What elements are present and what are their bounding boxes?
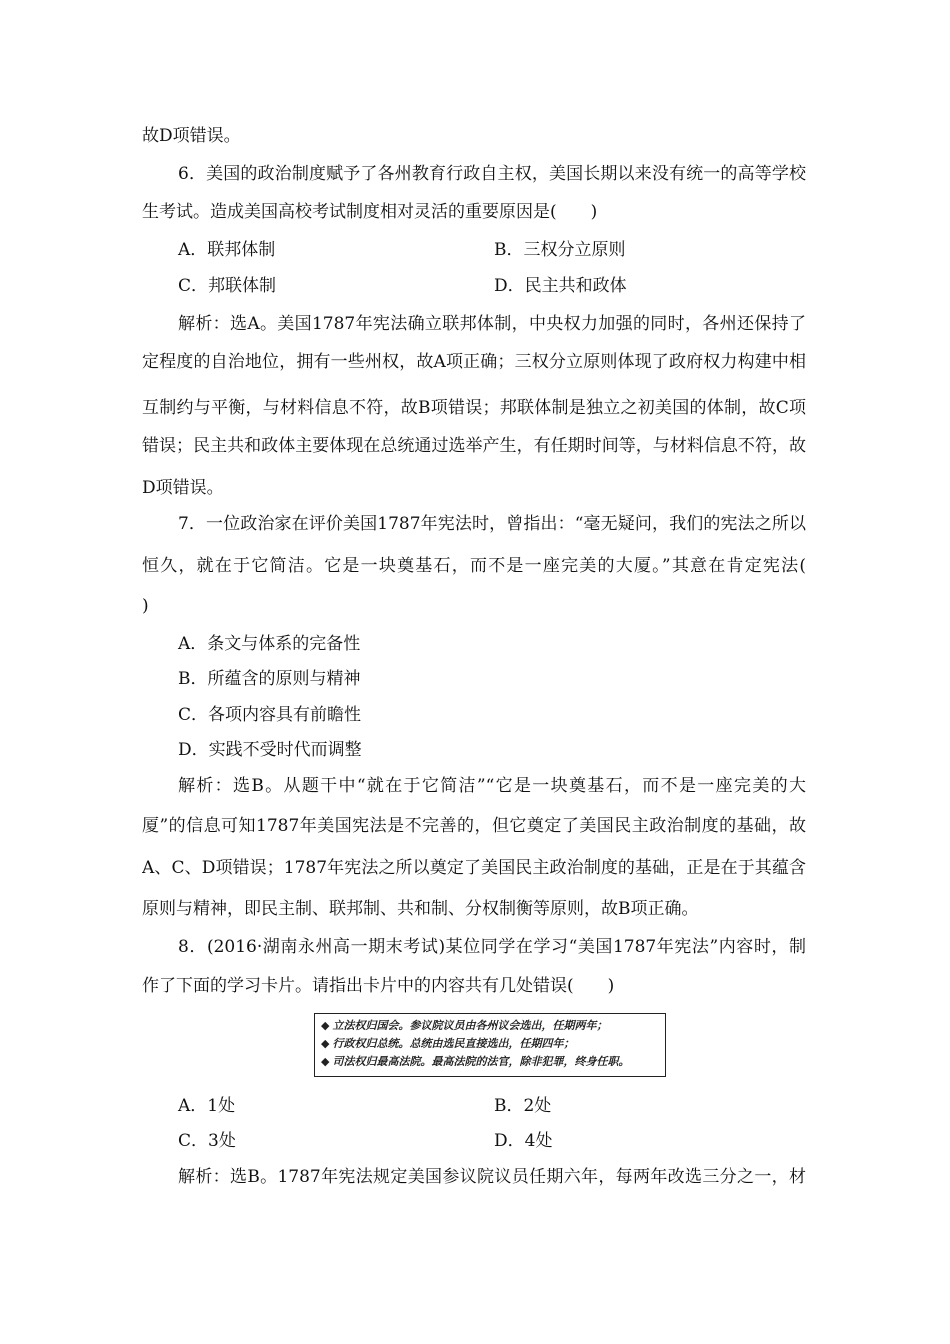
question-6-stem: 生考试。造成美国高校考试制度相对灵活的重要原因是( ): [142, 202, 598, 222]
analysis-6: 定程度的自治地位，拥有一些州权，故A项正确；三权分立原则体现了政府权力构建中相: [142, 352, 806, 372]
card-row: ◆ 行政权归总统。总统由选民直接选出，任期四年；: [321, 1037, 575, 1050]
study-card: [314, 1013, 666, 1077]
analysis-7: 解析：选B。从题干中“就在于它简洁”“它是一块奠基石，而不是一座完美的大: [178, 776, 806, 796]
option-b: B．2处: [494, 1096, 552, 1116]
analysis-6: 解析：选A。美国1787年宪法确立联邦体制，中央权力加强的同时，各州还保持了: [178, 314, 806, 334]
option-b: B．所蕴含的原则与精神: [178, 669, 361, 689]
option-b: B．三权分立原则: [494, 240, 626, 260]
text-line: 故D项错误。: [142, 126, 241, 146]
option-d: D．4处: [494, 1131, 553, 1151]
question-8-stem: 8．(2016·湖南永州高一期末考试)某位同学在学习“美国1787年宪法”内容时，制: [178, 937, 806, 957]
diamond-bullet-icon: ◆: [321, 1019, 330, 1032]
analysis-6: D项错误。: [142, 478, 224, 498]
analysis-8: 解析：选B。1787年宪法规定美国参议院议员任期六年，每两年改选三分之一，材: [178, 1167, 806, 1187]
option-c: C．邦联体制: [178, 276, 277, 296]
option-a: A．1处: [178, 1096, 236, 1116]
diamond-bullet-icon: ◆: [321, 1037, 330, 1050]
question-7-stem: 恒久，就在于它简洁。它是一块奠基石，而不是一座完美的大厦。”其意在肯定宪法(: [142, 556, 806, 576]
analysis-7: 原则与精神，即民主制、联邦制、共和制、分权制衡等原则，故B项正确。: [142, 899, 699, 919]
option-d: D．民主共和政体: [494, 276, 627, 296]
option-d: D．实践不受时代而调整: [178, 740, 362, 760]
analysis-7: 厦”的信息可知1787年美国宪法是不完善的，但它奠定了美国民主政治制度的基础，故: [142, 816, 806, 836]
option-a: A．条文与体系的完备性: [178, 634, 361, 654]
question-8-stem: 作了下面的学习卡片。请指出卡片中的内容共有几处错误( ): [142, 976, 615, 996]
diamond-bullet-icon: ◆: [321, 1055, 330, 1068]
card-row: ◆ 立法权归国会。参议院议员由各州议会选出，任期两年；: [321, 1019, 608, 1032]
analysis-6: 互制约与平衡，与材料信息不符，故B项错误；邦联体制是独立之初美国的体制，故C项: [142, 398, 806, 418]
question-7-stem: 7．一位政治家在评价美国1787年宪法时，曾指出：“毫无疑问，我们的宪法之所以: [178, 514, 806, 534]
option-a: A．联邦体制: [178, 240, 276, 260]
analysis-7: A、C、D项错误；1787年宪法之所以奠定了美国民主政治制度的基础，正是在于其蕴含: [142, 858, 806, 878]
question-7-stem: ): [142, 596, 149, 616]
option-c: C．3处: [178, 1131, 236, 1151]
option-c: C．各项内容具有前瞻性: [178, 705, 362, 725]
question-6-stem: 6．美国的政治制度赋予了各州教育行政自主权，美国长期以来没有统一的高等学校: [178, 164, 806, 184]
card-row: ◆ 司法权归最高法院。最高法院的法官，除非犯罪，终身任职。: [321, 1055, 630, 1068]
analysis-6: 错误；民主共和政体主要体现在总统通过选举产生，有任期时间等，与材料信息不符，故: [142, 436, 806, 456]
